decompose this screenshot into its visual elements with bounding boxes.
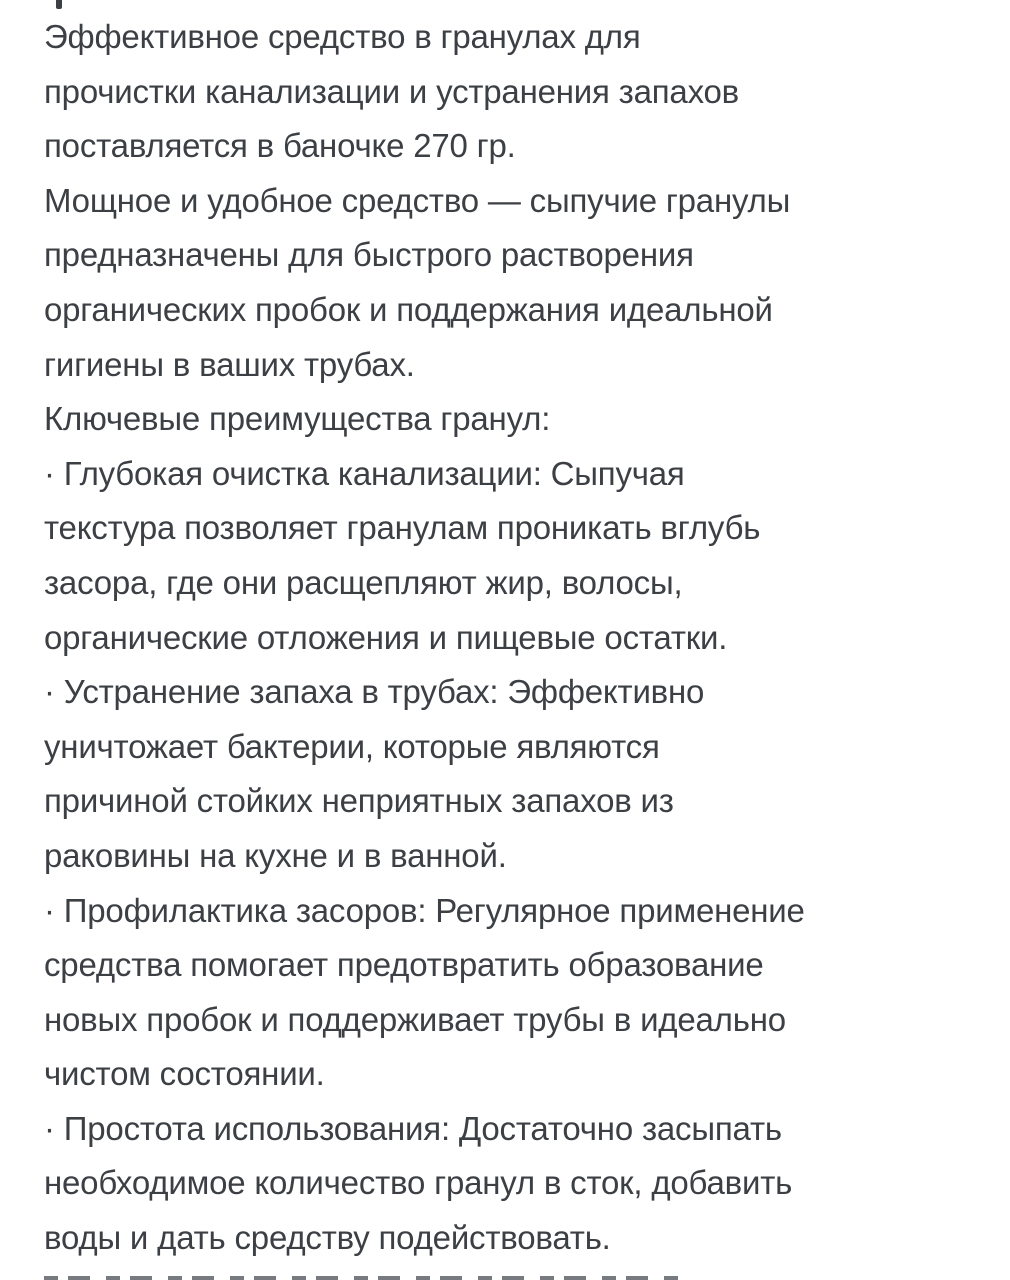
description-line: · Профилактика засоров: Регулярное применение bbox=[44, 891, 805, 929]
description-line: Ключевые преимущества гранул: bbox=[44, 400, 551, 438]
description-line: воды и дать средству подействовать. bbox=[44, 1219, 611, 1257]
description-line: органических пробок и поддержания идеальной bbox=[44, 290, 773, 328]
description-line: текстура позволяет гранулам проникать вглубь bbox=[44, 509, 761, 547]
description-line: · Простота использования: Достаточно засыпать bbox=[44, 1109, 782, 1147]
description-line: · Устранение запаха в трубах: Эффективно bbox=[44, 673, 705, 711]
description-line: гигиены в ваших трубах. bbox=[44, 345, 415, 383]
description-line: чистом состоянии. bbox=[44, 1055, 325, 1093]
product-description-text bbox=[44, 10, 980, 1266]
description-line: органические отложения и пищевые остатки. bbox=[44, 618, 728, 656]
description-line: уничтожает бактерии, которые являются bbox=[44, 727, 660, 765]
description-line: раковины на кухне и в ванной. bbox=[44, 836, 507, 874]
description-line: прочистки канализации и устранения запахов bbox=[44, 72, 739, 110]
description-line: · Глубокая очистка канализации: Сыпучая bbox=[44, 454, 685, 492]
description-line: Мощное и удобное средство — сыпучие гранулы bbox=[44, 181, 791, 219]
description-line: поставляется в баночке 270 гр. bbox=[44, 127, 516, 165]
cut-off-next-line-fragment bbox=[44, 1276, 684, 1280]
description-line: причиной стойких неприятных запахов из bbox=[44, 782, 674, 820]
description-line: средства помогает предотвратить образование bbox=[44, 946, 764, 984]
description-line: предназначены для быстрого растворения bbox=[44, 236, 694, 274]
description-line: Эффективное средство в гранулах для bbox=[44, 18, 641, 55]
description-line: засора, где они расщепляют жир, волосы, bbox=[44, 563, 683, 601]
description-line: необходимое количество гранул в сток, добавить bbox=[44, 1164, 793, 1202]
cut-off-previous-line-fragment bbox=[56, 0, 62, 9]
description-line: новых пробок и поддерживает трубы в идеально bbox=[44, 1000, 786, 1038]
